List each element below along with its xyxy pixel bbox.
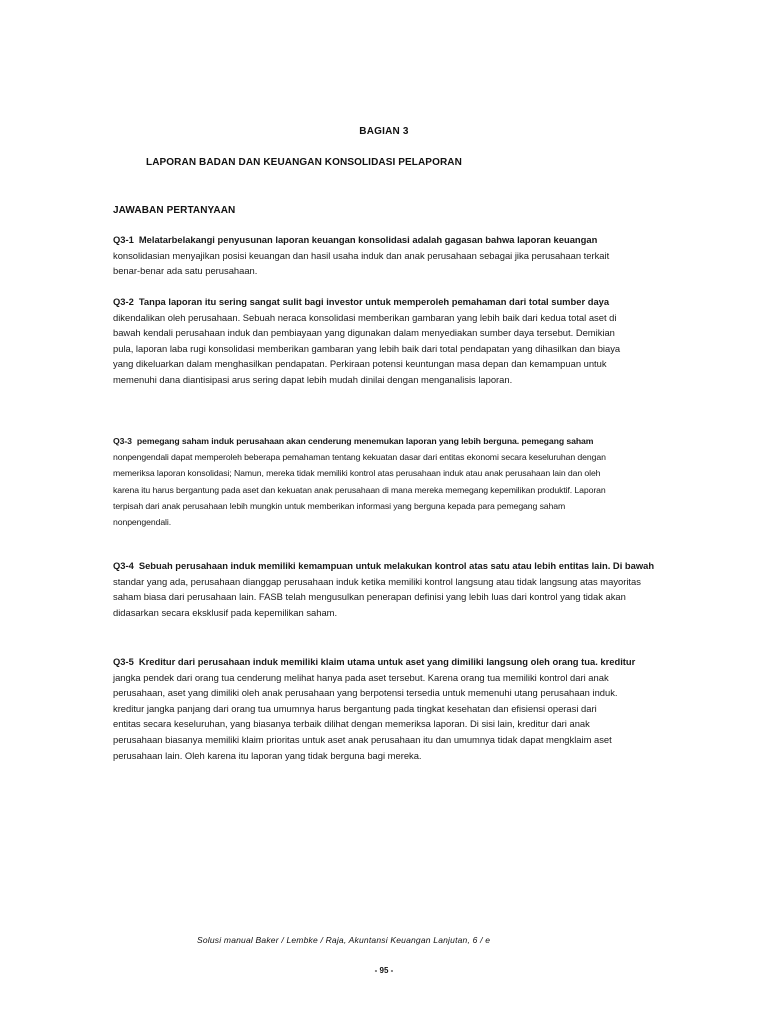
answer-first-line (113, 654, 663, 670)
answer-text-line: perusahaan lain. Oleh karena itu laporan yang tidak berguna bagi mereka. (113, 749, 422, 761)
answer-q3-5 (113, 654, 663, 763)
answer-first-line (113, 294, 663, 310)
answer-text-line: dikendalikan oleh perusahaan. Sebuah neraca konsolidasi memberikan gambaran yang lebih baik dari kedua total aset di (113, 311, 617, 323)
question-id: Q3-5 (113, 656, 134, 667)
question-id: Q3-2 (113, 296, 134, 307)
answer-q3-3 (113, 433, 663, 530)
answer-first-line (113, 433, 663, 449)
answer-text-line: benar-benar ada satu perusahaan. (113, 265, 258, 277)
page-number: - 95 - (374, 966, 394, 975)
answer-text-line: yang dikeluarkan dalam menghasilkan pendapatan. Perkiraan potensi keuntungan masa depan dan kemampuan untuk (113, 358, 607, 370)
answer-text-line: Tanpa laporan itu sering sangat sulit bagi investor untuk memperoleh pemahaman dari total sumber daya (138, 296, 610, 307)
answer-text-line: kreditur jangka panjang dari orang tua umumnya harus bergantung pada tingkat kesehatan dan efisiensi operasi dari (113, 702, 597, 714)
footer-source-citation: Solusi manual Baker / Lembke / Raja, Akuntansi Keuangan Lanjutan, 6 / e (197, 935, 491, 945)
answer-text-line: nonpengendali dapat memperoleh beberapa pemahaman tentang kekuatan dasar dari entitas ekonomi secara keseluruhan dengan (113, 452, 606, 463)
answer-text-line: Sebuah perusahaan induk memiliki kemampuan untuk melakukan kontrol atas satu atau lebih entitas lain. Di bawah (138, 560, 655, 571)
answer-text-line: saham biasa dari perusahaan lain. FASB telah mengusulkan penerapan definisi yang lebih luas dari kontrol yang tidak akan (113, 591, 626, 603)
answer-text-line: pula, laporan laba rugi konsolidasi memberikan gambaran yang lebih baik dari total pendapatan yang dihasilkan dan biaya (113, 342, 621, 354)
answer-text-line: pemegang saham induk perusahaan akan cenderung menemukan laporan yang lebih berguna. pemegang saham (136, 436, 594, 446)
answer-first-line (113, 558, 663, 574)
question-id: Q3-4 (113, 560, 134, 571)
answer-first-line (113, 232, 663, 248)
answer-text-line: didasarkan secara eksklusif pada kepemilikan saham. (113, 606, 338, 618)
section-heading: JAWABAN PERTANYAAN (113, 205, 236, 216)
answer-text-line: memenuhi dana diantisipasi arus sering dapat lebih mudah dinilai dengan menganalisis laporan. (113, 373, 513, 385)
answer-text-line: standar yang ada, perusahaan dianggap perusahaan induk ketika memiliki kontrol langsung atau tidak langsung atas mayoritas (113, 575, 641, 587)
answer-text-line: entitas secara keseluruhan, yang biasanya terbaik dilihat dengan memeriksa laporan. Di sisi lain, kreditur dari anak (113, 718, 590, 730)
answer-q3-1 (113, 232, 663, 279)
answer-text-line: perusahaan biasanya memiliki klaim prioritas untuk aset anak perusahaan itu dan umumnya tidak dapat mengklaim aset (113, 733, 612, 745)
answer-q3-4 (113, 558, 663, 620)
answer-text-line: terpisah dari anak perusahaan lebih mungkin untuk memberikan informasi yang berguna kepada para pemegang saham (113, 500, 566, 511)
answer-text-line: jangka pendek dari orang tua cenderung melihat hanya pada aset tersebut. Karena orang tua memiliki kontrol dari anak (113, 671, 609, 683)
answer-text-line: nonpengendali. (113, 517, 172, 528)
answer-text-line: memeriksa laporan konsolidasi; Namun, mereka tidak memiliki kontrol atas perusahaan induk atau anak perusahaan lain dan oleh (113, 468, 601, 479)
answer-text-line: Melatarbelakangi penyusunan laporan keuangan konsolidasi adalah gagasan bahwa laporan keuangan (138, 234, 598, 245)
answer-text-line: karena itu harus bergantung pada aset dan kekuatan anak perusahaan di mana mereka memegang kepemilikan produktif. Laporan (113, 484, 606, 495)
question-id: Q3-3 (113, 436, 132, 446)
answer-text-line: perusahaan, aset yang dimiliki oleh anak perusahaan yang berpotensi tersedia untuk memenuhi utang perusahaan induk. (113, 687, 618, 699)
part-title: BAGIAN 3 (359, 126, 409, 137)
chapter-title: LAPORAN BADAN DAN KEUANGAN KONSOLIDASI PELAPORAN (146, 157, 462, 168)
answer-text-line: konsolidasian menyajikan posisi keuangan dan hasil usaha induk dan anak perusahaan sebagai jika perusahaan terkait (113, 249, 610, 261)
answer-q3-2 (113, 294, 663, 388)
answer-text-line: bawah kendali perusahaan induk dan pembiayaan yang digunakan dalam menyediakan sumber daya tersebut. Demikian (113, 327, 615, 339)
answer-text-line: Kreditur dari perusahaan induk memiliki klaim utama untuk aset yang dimiliki langsung oleh orang tua. kreditur (138, 656, 636, 667)
question-id: Q3-1 (113, 234, 134, 245)
